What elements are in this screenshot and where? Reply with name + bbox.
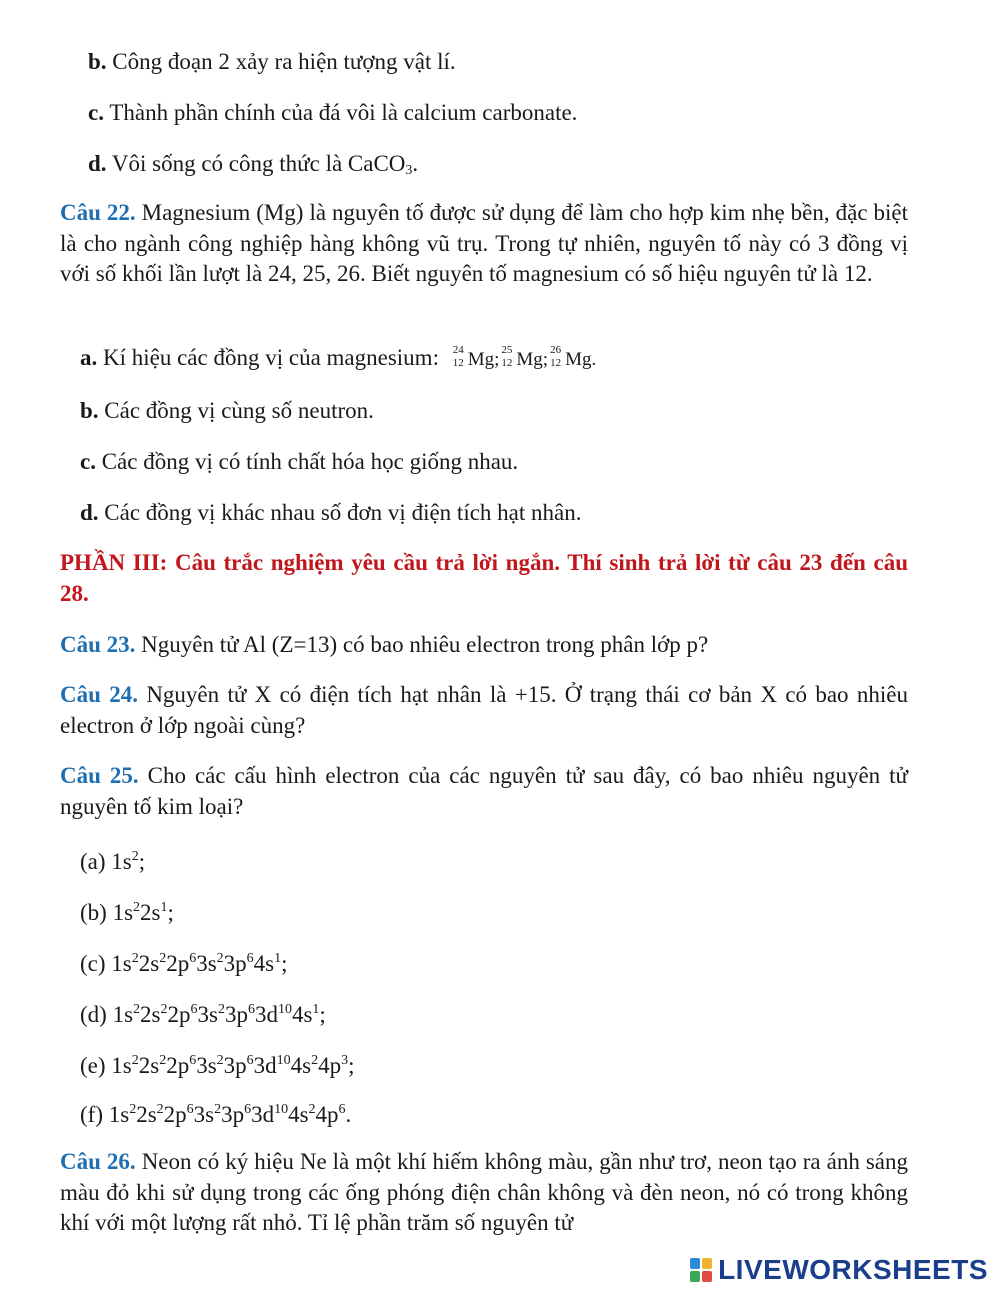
electron-count: 2	[156, 1102, 164, 1117]
isotope-mass-number: 25	[501, 344, 513, 356]
electron-count: 10	[277, 1002, 292, 1017]
electron-count: 2	[129, 1102, 137, 1117]
question-26: Câu 26. Neon có ký hiệu Ne là một khí hiếm không màu, gần như trơ, neon tạo ra ánh sáng màu đỏ khi sử dụng trong các ống phóng điện chân không và đèn neon, nó có trong không khí với một lượng rất nhỏ. Tỉ lệ phần trăm số nguyên tử	[60, 1149, 909, 1235]
orbital: 4s	[288, 1102, 309, 1127]
orbital: 1s	[112, 1002, 134, 1027]
orbital: 3d	[253, 1053, 277, 1078]
electron-count: 6	[189, 951, 197, 966]
q22-option-b: b. Các đồng vị cùng số neutron.	[80, 398, 374, 423]
isotope-numbers	[501, 345, 516, 371]
orbital: 2s	[140, 1002, 161, 1027]
isotope-atomic-number: 12	[452, 357, 464, 369]
q25-option	[80, 1099, 351, 1130]
electron-count: 1	[160, 900, 168, 915]
orbital: 3d	[251, 1102, 275, 1127]
electron-count: 2	[159, 951, 167, 966]
part3-heading: PHẦN III: Câu trắc nghiệm yêu cầu trả lời ngắn. Thí sinh trả lời từ câu 23 đến câu 28.	[60, 550, 908, 606]
electron-count: 6	[186, 1102, 194, 1117]
question-23: Câu 23. Nguyên tử Al (Z=13) có bao nhiêu electron trong phân lớp p?	[60, 632, 709, 657]
q25-option-tag: (b)	[80, 900, 113, 925]
electron-count: 2	[308, 1102, 316, 1117]
question-25: Câu 25. Cho các cấu hình electron của các nguyên tử sau đây, có bao nhiêu nguyên tử nguyên tố kim loại?	[60, 763, 908, 819]
electron-count: 2	[214, 1102, 222, 1117]
orbital: 1s	[108, 1102, 130, 1127]
electron-count: 2	[160, 1002, 168, 1017]
isotope-atomic-number: 12	[550, 357, 562, 369]
isotope-element-symbol: Mg.	[565, 349, 597, 370]
orbital: 1s	[111, 1053, 132, 1078]
orbital: 2p	[167, 1002, 191, 1027]
orbital: 3d	[254, 1002, 278, 1027]
electron-count: 10	[276, 1053, 291, 1068]
orbital: 4s	[290, 1053, 312, 1078]
isotope-symbol	[550, 345, 596, 370]
electron-count: 6	[246, 951, 254, 966]
isotope-mass-number: 26	[550, 344, 562, 356]
electron-count: 1	[312, 1002, 320, 1017]
q25-option	[80, 846, 145, 877]
q25-option	[80, 999, 326, 1030]
isotope-element-symbol: Mg;	[516, 349, 549, 370]
electron-count: 2	[131, 1053, 139, 1068]
q21-option-c: c. Thành phần chính của đá vôi là calcium carbonate.	[88, 100, 578, 125]
orbital: 2s	[136, 1102, 157, 1127]
q25-option-tag: (a)	[80, 849, 112, 874]
orbital: 4p	[315, 1102, 339, 1127]
orbital: 3s	[197, 1002, 218, 1027]
q21-option-b: b. Công đoạn 2 xảy ra hiện tượng vật lí.	[88, 49, 456, 74]
q25-option	[80, 948, 287, 979]
orbital: 2s	[140, 900, 161, 925]
question-22: Câu 22. Magnesium (Mg) là nguyên tố được sử dụng để làm cho hợp kim nhẹ bền, đặc biệt là cho ngành công nghiệp hàng không vũ trụ. Trong tự nhiên, nguyên tố này có 3 đồng vị với số khối lần lượt là 24, 25, 26. Biết nguyên tố magnesium có số hiệu nguyên tử là 12.	[60, 200, 909, 286]
orbital: 2p	[163, 1102, 187, 1127]
q25-option-tag: (f)	[80, 1102, 109, 1127]
orbital: 2s	[138, 1053, 160, 1078]
electron-count: 6	[247, 1002, 255, 1017]
q22-option-d: d. Các đồng vị khác nhau số đơn vị điện tích hạt nhân.	[80, 500, 582, 525]
isotope-symbol	[453, 345, 500, 370]
orbital: 3s	[196, 1053, 217, 1078]
electron-count: 6	[338, 1102, 346, 1117]
q25-option-end: .	[345, 1102, 352, 1127]
electron-count: 6	[189, 1053, 197, 1068]
electron-count: 2	[133, 1002, 141, 1017]
orbital: 4s	[253, 951, 275, 976]
orbital: 2p	[166, 1053, 190, 1078]
q22-option-a: a. Kí hiệu các đồng vị của magnesium: 24 12 Mg; 25 12 Mg; 26 12 Mg.	[80, 344, 597, 370]
orbital: 1s	[111, 849, 132, 874]
isotope-mass-number: 24	[452, 344, 464, 356]
liveworksheets-logo: LIVEWORKSHEETS	[690, 1252, 988, 1288]
q25-option-tag: (c)	[80, 951, 112, 976]
q21-option-d: d. Vôi sống có công thức là CaCO$_3$.	[88, 151, 419, 178]
orbital: 3s	[196, 951, 217, 976]
orbital: 4p	[318, 1053, 342, 1078]
liveworksheets-logo-icon	[690, 1258, 712, 1282]
q25-option-tag: (e)	[80, 1053, 112, 1078]
isotope-atomic-number: 12	[501, 357, 513, 369]
q22-option-c: c. Các đồng vị có tính chất hóa học giống nhau.	[80, 449, 519, 474]
isotope-symbol	[501, 345, 548, 370]
electron-count: 2	[217, 1002, 225, 1017]
orbital: 3p	[221, 1102, 245, 1127]
electron-count: 2	[159, 1053, 167, 1068]
orbital: 1s	[112, 900, 134, 925]
electron-count: 2	[131, 951, 139, 966]
isotope-numbers	[453, 345, 468, 371]
electron-count: 2	[133, 900, 141, 915]
orbital: 3s	[193, 1102, 215, 1127]
q25-option	[80, 1050, 354, 1081]
electron-count: 3	[341, 1053, 349, 1068]
electron-count: 2	[311, 1053, 319, 1068]
electron-count: 1	[274, 951, 282, 966]
electron-count: 2	[131, 849, 139, 864]
electron-count: 6	[244, 1102, 252, 1117]
orbital: 4s	[291, 1002, 313, 1027]
isotope-element-symbol: Mg;	[467, 349, 500, 370]
q25-option	[80, 897, 174, 928]
q25-option-end: ;	[348, 1053, 355, 1078]
orbital: 3p	[223, 951, 247, 976]
electron-count: 2	[216, 1053, 224, 1068]
electron-count: 2	[216, 951, 224, 966]
q25-option-tag: (d)	[80, 1002, 113, 1027]
electron-count: 6	[190, 1002, 198, 1017]
orbital: 3p	[224, 1002, 248, 1027]
isotope-symbols	[445, 345, 597, 370]
isotope-numbers	[550, 345, 565, 371]
electron-count: 10	[274, 1102, 289, 1117]
q25-option-end: ;	[281, 951, 288, 976]
q25-option-end: ;	[138, 849, 146, 874]
orbital: 3p	[223, 1053, 247, 1078]
electron-count: 6	[246, 1053, 254, 1068]
orbital: 1s	[111, 951, 132, 976]
q25-option-end: ;	[167, 900, 174, 925]
q25-option-end: ;	[319, 1002, 326, 1027]
orbital: 2s	[138, 951, 160, 976]
question-24: Câu 24. Nguyên tử X có điện tích hạt nhân là +15. Ở trạng thái cơ bản X có bao nhiêu electron ở lớp ngoài cùng?	[60, 682, 908, 738]
orbital: 2p	[166, 951, 190, 976]
